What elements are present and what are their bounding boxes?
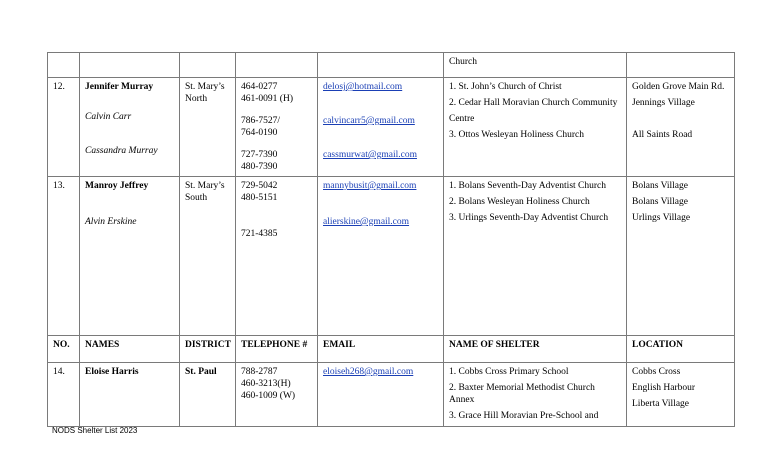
email-link[interactable]: calvincarr5@gmail.com <box>323 116 415 126</box>
district-name: St. Mary’s <box>185 181 225 191</box>
phone-number: 480-7390 <box>241 162 278 172</box>
page-footer: NODS Shelter List 2023 <box>52 426 138 435</box>
shelter-name: 1. Bolans Seventh-Day Adventist Church <box>449 181 606 191</box>
phone-number: 464-0277 <box>241 82 278 92</box>
location-name: Liberta Village <box>632 399 690 409</box>
cell-names <box>80 177 180 336</box>
cell-location <box>627 78 735 177</box>
primary-name: Manroy Jeffrey <box>85 181 149 191</box>
cell-names <box>80 78 180 177</box>
cell-district <box>180 78 236 177</box>
cell-names <box>80 363 180 427</box>
shelter-name: 2. Cedar Hall Moravian Church Community <box>449 98 618 108</box>
header-telephone: TELEPHONE # <box>236 336 318 363</box>
header-shelter: NAME OF SHELTER <box>444 336 627 363</box>
row-number: 13. <box>48 177 80 336</box>
cell-shelter <box>444 363 627 427</box>
phone-number: 480-5151 <box>241 193 278 203</box>
phone-number: 721-4385 <box>241 229 278 239</box>
district-name: St. Mary’s <box>185 82 225 92</box>
location-name: Golden Grove Main Rd. <box>632 82 725 92</box>
district-name: St. Paul <box>185 367 217 377</box>
shelter-name: 2. Bolans Wesleyan Holiness Church <box>449 197 590 207</box>
header-names: NAMES <box>80 336 180 363</box>
table-row <box>48 363 735 427</box>
shelter-name: 1. Cobbs Cross Primary School <box>449 367 569 377</box>
email-link[interactable]: cassmurwat@gmail.com <box>323 150 417 160</box>
cell-telephone <box>236 363 318 427</box>
primary-name: Eloise Harris <box>85 367 139 377</box>
location-name: Cobbs Cross <box>632 367 681 377</box>
cell-district <box>180 177 236 336</box>
cell-email <box>318 363 444 427</box>
location-name: Urlings Village <box>632 213 691 223</box>
cell-names <box>80 53 180 78</box>
phone-number: 729-5042 <box>241 181 278 191</box>
email-link[interactable]: eloiseh268@gmail.com <box>323 367 414 377</box>
phone-number: 461-0091 (H) <box>241 94 293 104</box>
district-name: North <box>185 94 208 104</box>
header-no: NO. <box>48 336 80 363</box>
district-name: South <box>185 193 208 203</box>
cell-district <box>180 363 236 427</box>
contact-name: Cassandra Murray <box>85 146 158 156</box>
email-link[interactable]: mannybusit@gmail.com <box>323 181 417 191</box>
header-location: LOCATION <box>627 336 735 363</box>
phone-number: 786-7527/ <box>241 116 281 126</box>
shelter-name: 1. St. John’s Church of Christ <box>449 82 562 92</box>
cell-telephone <box>236 177 318 336</box>
cell-location <box>627 177 735 336</box>
cell-email <box>318 78 444 177</box>
phone-number: 460-1009 (W) <box>241 391 296 401</box>
table-row <box>48 78 735 177</box>
cell-shelter <box>444 177 627 336</box>
cell-telephone <box>236 78 318 177</box>
header-email: EMAIL <box>318 336 444 363</box>
shelter-name: 3. Grace Hill Moravian Pre-School and <box>449 411 599 421</box>
cell-shelter <box>444 78 627 177</box>
email-link[interactable]: delosj@hotmail.com <box>323 82 403 92</box>
shelter-name: Church <box>449 57 477 67</box>
location-name: Jennings Village <box>632 98 695 108</box>
primary-name: Jennifer Murray <box>85 82 154 92</box>
cell-email <box>318 53 444 78</box>
phone-number: 727-7390 <box>241 150 278 160</box>
phone-number: 460-3213(H) <box>241 379 291 389</box>
shelter-name: Centre <box>449 114 475 124</box>
cell-email <box>318 177 444 336</box>
location-name: Bolans Village <box>632 181 688 191</box>
contact-name: Calvin Carr <box>85 112 132 122</box>
shelter-name: 2. Baxter Memorial Methodist Church Annex <box>449 383 595 405</box>
email-link[interactable]: alierskine@gmail.com <box>323 217 410 227</box>
cell-district <box>180 53 236 78</box>
table-row-continued <box>48 53 735 78</box>
phone-number: 764-0190 <box>241 128 278 138</box>
phone-number: 788-2787 <box>241 367 278 377</box>
table-row <box>48 177 735 336</box>
cell-location <box>627 363 735 427</box>
location-name: Bolans Village <box>632 197 688 207</box>
cell-no <box>48 53 80 78</box>
row-number: 14. <box>48 363 80 427</box>
shelter-table <box>47 52 735 427</box>
cell-location <box>627 53 735 78</box>
shelter-name: 3. Ottos Wesleyan Holiness Church <box>449 130 584 140</box>
cell-telephone <box>236 53 318 78</box>
location-name: English Harbour <box>632 383 696 393</box>
row-number: 12. <box>48 78 80 177</box>
header-district: DISTRICT <box>180 336 236 363</box>
shelter-name: 3. Urlings Seventh-Day Adventist Church <box>449 213 609 223</box>
contact-name: Alvin Erskine <box>85 217 137 227</box>
location-name: All Saints Road <box>632 130 693 140</box>
cell-shelter <box>444 53 627 78</box>
table-header-row <box>48 336 735 363</box>
